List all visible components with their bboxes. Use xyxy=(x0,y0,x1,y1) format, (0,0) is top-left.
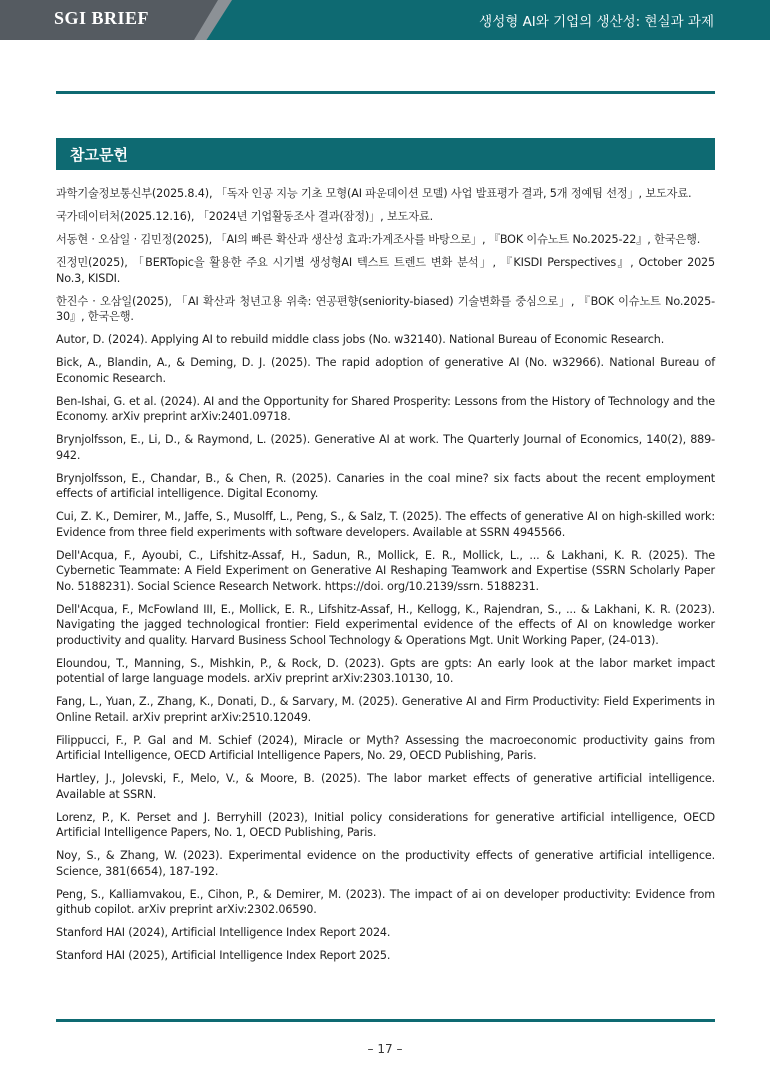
reference-item: Peng, S., Kalliamvakou, E., Cihon, P., & Demirer, M. (2023). The impact of ai on developer productivity: Evidence from github copilot. arXiv preprint arXiv:2302.06590. xyxy=(56,887,715,916)
reference-item: Fang, L., Yuan, Z., Zhang, K., Donati, D., & Sarvary, M. (2025). Generative AI and Firm Productivity: Field Experiments in Online Retail. arXiv preprint arXiv:2510.12049. xyxy=(56,695,715,724)
reference-item: Brynjolfsson, E., Chandar, B., & Chen, R. (2025). Canaries in the coal mine? six facts about the recent employment effects of artificial intelligence. Digital Economy. xyxy=(56,471,715,500)
reference-item: Brynjolfsson, E., Li, D., & Raymond, L. (2025). Generative AI at work. The Quarterly Journal of Economics, 140(2), 889-942. xyxy=(56,433,715,462)
reference-item: Bick, A., Blandin, A., & Deming, D. J. (2025). The rapid adoption of generative AI (No. w32966). National Bureau of Economic Research. xyxy=(56,356,715,385)
reference-item: Noy, S., & Zhang, W. (2023). Experimental evidence on the productivity effects of generative artificial intelligence. Science, 381(6654), 187-192. xyxy=(56,849,715,878)
reference-item: Stanford HAI (2024), Artificial Intelligence Index Report 2024. xyxy=(56,926,391,939)
reference-item: 과학기술정보통신부(2025.8.4), 「독자 인공 지능 기초 모형(AI 파운데이션 모델) 사업 발표평가 결과, 5개 정예팀 선정」, 보도자료. xyxy=(56,187,692,200)
reference-item: Hartley, J., Jolevski, F., Melo, V., & Moore, B. (2025). The labor market effects of generative artificial intelligence. Available at SSRN. xyxy=(56,772,715,801)
reference-item: Filippucci, F., P. Gal and M. Schief (2024), Miracle or Myth? Assessing the macroeconomic productivity gains from Artificial Intelligence, OECD Artificial Intelligence Papers, No. 29, OECD Publishing, Paris. xyxy=(56,733,715,762)
reference-item: Dell'Acqua, F., McFowland III, E., Mollick, E. R., Lifshitz-Assaf, H., Kellogg, K., Rajendran, S., ... & Lakhani, K. R. (2023). Navigating the jagged technological frontier: Field experimental evidence of the effects of AI on knowledge worker productivity and quality. Harvard Business School Technology & Operations Mgt. Unit Working Paper, (24-013). xyxy=(56,602,715,647)
reference-item: Ben-Ishai, G. et al. (2024). AI and the Opportunity for Shared Prosperity: Lessons from the History of Technology and the Economy. arXiv preprint arXiv:2401.09718. xyxy=(56,394,715,423)
reference-item: Lorenz, P., K. Perset and J. Berryhill (2023), Initial policy considerations for generative artificial intelligence, OECD Artificial Intelligence Papers, No. 1, OECD Publishing, Paris. xyxy=(56,810,715,839)
top-divider xyxy=(56,91,715,94)
reference-item: 국가데이터처(2025.12.16), 「2024년 기업활동조사 결과(잠정)」, 보도자료. xyxy=(56,210,434,223)
page-number: – 17 – xyxy=(367,1042,403,1056)
reference-item: 서동현 · 오삼일 · 김민정(2025), 「AI의 빠른 확산과 생산성 효과:가계조사를 바탕으로」, 『BOK 이슈노트 No.2025-22』, 한국은행. xyxy=(56,233,701,246)
reference-list xyxy=(56,186,715,971)
section-header-bar xyxy=(56,138,715,170)
reference-item: Eloundou, T., Manning, S., Mishkin, P., & Rock, D. (2023). Gpts are gpts: An early look at the labor market impact potential of large language models. arXiv preprint arXiv:2303.10130, 10. xyxy=(56,656,715,685)
reference-item: Dell'Acqua, F., Ayoubi, C., Lifshitz-Assaf, H., Sadun, R., Mollick, E. R., Mollick, L., ... & Lakhani, K. R. (2025). The Cybernetic Teammate: A Field Experiment on Generative AI Reshaping Teamwork and Expertise (SSRN Scholarly Paper No. 5188231). Social Science Research Network. https://doi. org/10.2139/ssrn. 5188231. xyxy=(56,548,715,593)
reference-item: 진정민(2025), 「BERTopic을 활용한 주요 시기별 생성형AI 텍스트 트렌드 변화 분석」, 『KISDI Perspectives』, October 2025 No.3, KISDI. xyxy=(56,256,715,285)
reference-item: Cui, Z. K., Demirer, M., Jaffe, S., Musolff, L., Peng, S., & Salz, T. (2025). The effects of generative AI on high-skilled work: Evidence from three field experiments with software developers. Available at SSRN 4945566. xyxy=(56,510,715,539)
reference-item: 한진수 · 오삼일(2025), 「AI 확산과 청년고용 위축: 연공편향(seniority-biased) 기술변화를 중심으로」, 『BOK 이슈노트 No.2025-30』, 한국은행. xyxy=(56,294,715,323)
page-header xyxy=(0,0,770,40)
reference-item: Autor, D. (2024). Applying AI to rebuild middle class jobs (No. w32140). National Bureau of Economic Research. xyxy=(56,333,665,346)
reference-item: Stanford HAI (2025), Artificial Intelligence Index Report 2025. xyxy=(56,949,391,962)
bottom-divider xyxy=(56,1019,715,1022)
section-title: 참고문헌 xyxy=(70,146,128,164)
brand-title: SGI BRIEF xyxy=(54,8,150,28)
report-title: 생성형 AI와 기업의 생산성: 현실과 과제 xyxy=(479,14,714,30)
